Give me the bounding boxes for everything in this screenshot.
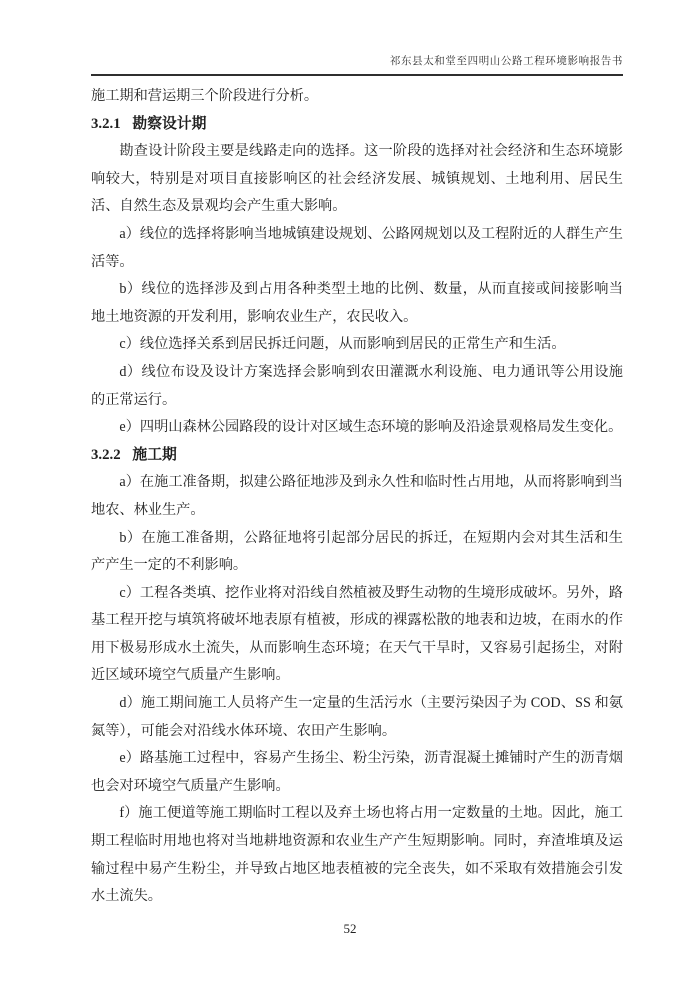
document-body — [91, 83, 623, 911]
section-title: 施工期 — [132, 446, 177, 463]
section-number: 3.2.2 — [91, 446, 121, 463]
section-number: 3.2.1 — [91, 115, 121, 132]
section-title: 勘察设计期 — [132, 115, 207, 132]
list-item-b-construction: b）在施工准备期，公路征地将引起部分居民的拆迁，在短期内会对其生活和生产产生一定的不利影响。 — [91, 529, 623, 574]
list-item-a-construction: a）在施工准备期，拟建公路征地涉及到永久性和临时性占用地，从而将影响到当地农、林业生产。 — [91, 474, 623, 518]
page-header-title: 祁东县太和堂至四明山公路工程环境影响报告书 — [389, 56, 623, 67]
page-number: 52 — [343, 921, 357, 936]
list-item-e-construction: e）路基施工过程中，容易产生扬尘、粉尘污染，沥青混凝土摊铺时产生的沥青烟也会对环境空气质量产生影响。 — [91, 750, 623, 794]
paragraph-intro-survey: 勘查设计阶段主要是线路走向的选择。这一阶段的选择对社会经济和生态环境影响较大，特别是对项目直接影响区的社会经济发展、城镇规划、土地利用、居民生活、自然生态及景观均会产生重大影响。 — [91, 143, 623, 215]
list-item-e-survey: e）四明山森林公园路段的设计对区域生态环境的影响及沿途景观格局发生变化。 — [119, 419, 623, 436]
list-item-c-survey: c）线位选择关系到居民拆迁问题，从而影响到居民的正常生产和生活。 — [119, 336, 566, 353]
section-heading-3-2-2 — [91, 442, 623, 470]
list-item-f-construction: f）施工便道等施工期临时工程以及弃土场也将占用一定数量的土地。因此，施工期工程临时用地也将对当地耕地资源和农业生产产生短期影响。同时，弃渣堆填及运输过程中易产生粉尘，并导致占地区地表植被的完全丧失，如不采取有效措施会引发水土流失。 — [91, 805, 623, 905]
list-item-d-construction: d）施工期间施工人员将产生一定量的生活污水（主要污染因子为 COD、SS 和氨氮等），可能会对沿线水体环境、农田产生影响。 — [91, 695, 623, 739]
list-item-c-construction: c）工程各类填、挖作业将对沿线自然植被及野生动物的生境形成破坏。另外，路基工程开挖与填筑将破坏地表原有植被，形成的裸露松散的地表和边坡，在雨水的作用下极易形成水土流失，从而影响生态环境；在天气干旱时，又容易引起扬尘，对附近区域环境空气质量产生影响。 — [91, 584, 623, 684]
list-item-a-survey: a）线位的选择将影响当地城镇建设规划、公路网规划以及工程附近的人群生产生活等。 — [91, 225, 623, 270]
paragraph-continuation: 施工期和营运期三个阶段进行分析。 — [91, 88, 319, 104]
header-divider — [91, 74, 623, 76]
list-item-b-survey: b）线位的选择涉及到占用各种类型土地的比例、数量，从而直接或间接影响当地土地资源的开发利用，影响农业生产，农民收入。 — [91, 281, 623, 325]
section-heading-3-2-1 — [91, 111, 623, 139]
list-item-d-survey: d）线位布设及设计方案选择会影响到农田灌溉水利设施、电力通讯等公用设施的正常运行。 — [91, 363, 623, 408]
